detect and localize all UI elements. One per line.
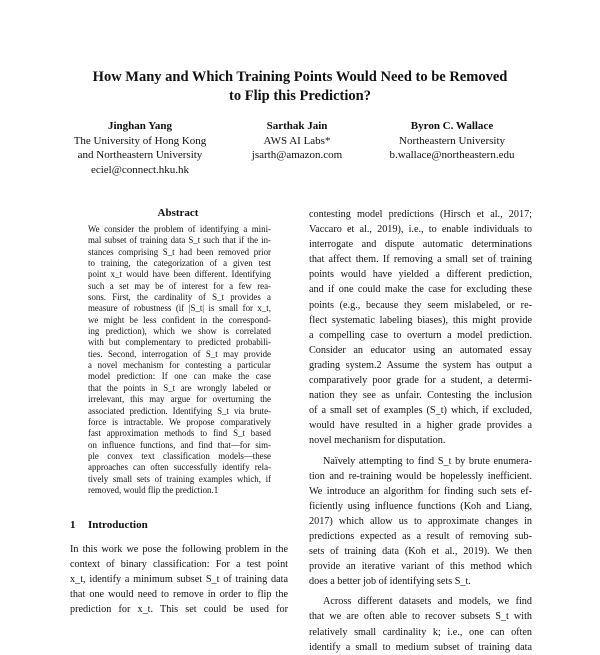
text-line: provide an iterative variant of this method which bbox=[309, 561, 532, 573]
text-line: We consider the problem of identifying a mini- bbox=[88, 224, 271, 234]
author-jinghan-yang bbox=[55, 119, 225, 177]
text-line: relatively small cardinality k; i.e., one can often bbox=[309, 626, 532, 638]
text-line: point x_t would have been different. Identifying bbox=[88, 269, 271, 280]
text-line: a compelling case to overturn a model prediction. bbox=[309, 329, 532, 341]
text-line: we might be less confident in the correspond- bbox=[88, 314, 271, 325]
author-email[interactable]: eciel@connect.hku.hk bbox=[90, 163, 190, 176]
text-line: We introduce an algorithm for finding such sets ef- bbox=[309, 485, 532, 497]
text-line: sons. First, the cardinality of S_t provides a bbox=[88, 292, 271, 303]
author-email[interactable]: jsarth@amazon.com bbox=[251, 149, 343, 161]
text-line: that the points in S_t are wrongly labeled or bbox=[88, 382, 271, 393]
text-line: irrelevant, this may argue for overturning the bbox=[88, 394, 271, 405]
author-byron-wallace bbox=[352, 119, 552, 163]
text-line: grading system.2 Assume the system has output a bbox=[309, 359, 532, 371]
text-line: predictions expected as a result of removing sub- bbox=[309, 530, 532, 542]
author-name: Byron C. Wallace bbox=[410, 120, 494, 132]
section-number: 1 bbox=[70, 519, 76, 531]
right-column-body bbox=[309, 207, 532, 655]
text-line: context of binary classification: For a test point bbox=[70, 559, 288, 571]
paper-title bbox=[40, 68, 560, 106]
text-line: ficiently using influence functions (Koh and Liang, bbox=[309, 500, 532, 512]
text-line: flect systematic labeling biases), this might provide bbox=[309, 314, 532, 326]
text-line: tively small sets of training examples which, if bbox=[88, 473, 271, 484]
text-line: novel mechanism for disputation. bbox=[309, 435, 446, 447]
text-line: mal subset of training data S_t such that if the in- bbox=[88, 235, 271, 246]
text-line: comparatively poor grade for a student, a determi- bbox=[309, 375, 532, 387]
text-line: on influence functions, and find that—for sim- bbox=[88, 439, 271, 450]
text-line: tion and re-training would be hopelessly inefficient. bbox=[309, 470, 532, 482]
text-line: ing prediction), which we show is correlated bbox=[88, 326, 271, 337]
text-line: of a small set of examples (S_t) which, if excluded, bbox=[309, 405, 532, 417]
text-line: Vaccaro et al., 2019), i.e., to enable individuals to bbox=[309, 224, 532, 236]
text-line: removed, would flip the prediction.1 bbox=[88, 484, 219, 495]
text-line: 2017) which allow us to approximate changes in bbox=[309, 515, 532, 527]
text-line: Consider an educator using an automated essay bbox=[309, 344, 532, 356]
text-line: sets of training data (Koh et al., 2019). We then bbox=[309, 546, 532, 558]
text-line: that one would need to remove in order to flip the bbox=[70, 589, 288, 601]
text-line: ties. Second, interrogation of S_t may provide bbox=[88, 348, 271, 359]
title-line: to Flip this Prediction? bbox=[229, 88, 371, 104]
text-line: that affect them. If removing a small set of training bbox=[309, 254, 532, 266]
text-line: would have resulted in a higher grade provides a bbox=[309, 420, 532, 432]
text-line: and if one could make the case for excluding these bbox=[309, 284, 532, 296]
abstract-body bbox=[88, 224, 271, 496]
text-line: a novel mechanism for contesting a particular bbox=[88, 360, 271, 371]
text-line: model prediction: If one can make the case bbox=[88, 371, 271, 382]
text-line: such a set may be of interest for a few rea- bbox=[88, 280, 271, 291]
author-name: Jinghan Yang bbox=[107, 120, 173, 132]
text-line: interrogate and dispute automatic determinations bbox=[309, 239, 532, 251]
text-line: prediction for x_t. This set could be used for bbox=[70, 604, 288, 616]
section-heading bbox=[70, 519, 148, 531]
text-line: contesting model predictions (Hirsch et al., 2017; bbox=[309, 209, 532, 220]
text-line: In this work we pose the following problem in the bbox=[70, 544, 288, 555]
text-line: with but complementary to predicted probabili- bbox=[88, 337, 271, 348]
text-line: associated prediction. Identifying S_t via brute- bbox=[88, 405, 271, 416]
author-email[interactable]: b.wallace@northeastern.edu bbox=[389, 149, 515, 161]
text-line: does a better job of identifying sets S_t. bbox=[309, 576, 471, 588]
author-affiliation: The University of Hong Kong bbox=[73, 134, 207, 147]
section-title: Introduction bbox=[88, 519, 148, 531]
text-line: stances comprising S_t had been removed prior bbox=[88, 246, 271, 257]
author-affiliation: Northeastern University bbox=[399, 134, 505, 147]
text-line: Naïvely attempting to find S_t by brute enumera- bbox=[323, 455, 532, 467]
text-line: approaches can often successfully identify rela- bbox=[88, 462, 271, 473]
text-line: that we are often able to recover subsets S_t with bbox=[309, 611, 532, 623]
text-line: Across different datasets and models, we find bbox=[323, 596, 532, 608]
text-line: ple convex text classification models—these bbox=[88, 450, 271, 461]
text-line: points (e.g., because they seem mislabeled, or re- bbox=[309, 299, 532, 311]
author-affiliation: AWS AI Labs* bbox=[263, 134, 331, 147]
text-line: x_t, identify a minimum subset S_t of training data bbox=[70, 574, 288, 586]
text-line: identify a small to medium subset of training data bbox=[309, 641, 532, 653]
introduction-body bbox=[70, 542, 288, 617]
text-line: points would have yielded a different prediction, bbox=[309, 269, 532, 281]
text-line: fast approximation methods to find S_t based bbox=[88, 428, 271, 439]
text-line: measure of robustness (if |S_t| is small for x_t, bbox=[88, 303, 271, 314]
author-name: Sarthak Jain bbox=[266, 120, 328, 132]
text-line: to training, the categorization of a given test bbox=[88, 258, 271, 269]
author-sarthak-jain bbox=[222, 119, 372, 163]
author-affiliation: and Northeastern University bbox=[77, 149, 203, 161]
title-line: How Many and Which Training Points Would Need to be Removed bbox=[92, 69, 508, 85]
text-line: nation they see as unfair. Contesting the inclusion bbox=[309, 390, 532, 402]
text-line: force is intractable. We propose comparatively bbox=[88, 416, 271, 427]
abstract-heading: Abstract bbox=[157, 207, 199, 219]
